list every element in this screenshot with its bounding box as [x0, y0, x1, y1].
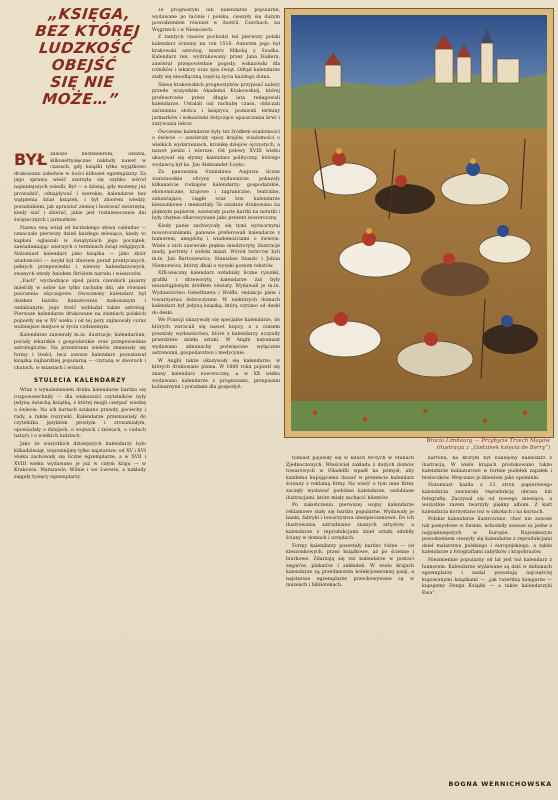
article-column-1 — [14, 152, 146, 792]
section-subheading: STULECIA KALENDARZY — [33, 377, 127, 384]
paragraph: Za panowania Stanisława Augusta liczne warszawskie oficyny wydawnicze pokazały kilkanaście rodzajów kalendarzy: gospodarskie, ekonomiczne, krajowe i zagraniczne, teatralne, zabawiające, ciągłe oraz tzw. kalendarze kieszonkowe i memoriały. Te ostatnie drukowano na pięknym papierze, zawierały puste kartki na notatki i były chętnie ofiarowywane jako prezent noworoczny. — [152, 170, 280, 222]
lead-text: zawsze bestsellerem, ostatni, kilkusettysięczne nakłady nawet w czasach, gdy książki tylko wyjątkowo drukowano zaledwie w ilości kilkuset egzemplarzy. Za jego sprawą wieść szerzyła się szybko wśród najmniejszych osiedli. Był — a dzisiaj, gdy możemy już prowadzić, odnajdywać i szerokie, kalendarze bez wątpienia dział książek, i był zbiorem wiedzy, poradnikiem, jak uprawiać ziemię i hodować zwierzęta, kiedy siać i zbierać, jakie jest rozmieszczenie dni świątecznych i jarmarków. — [14, 152, 146, 223]
headline-line: BEZ KTÓREJ — [34, 22, 142, 40]
headline — [5, 6, 166, 108]
article-column-2 — [152, 8, 280, 788]
paragraph: Z tamtych czasów pochodzi też pierwszy polski kalendarz ścienny na rok 1516. Autorem jego był krakowski astrolog, mistrz Mikołaj z Szadka. Kalendarz ten, wydrukowany przez Jana Hallera, zawierał przepowiednie pogody, wskazówki dla rolników i lekarzy oraz spis świąt. Odtąd kalendarze stały się nieodłączną częścią życia każdego domu. — [152, 35, 280, 80]
paragraph: Jako że wszystkich dzisiejszych kalendarzy było kilkadziesiąt, wspomnijmy tylko najstarsze: od XV i XVI wieku zachowały się liczne egzemplarze, a w XVII i XVIII wieku wydawano je już w całym kraju — w Krakowie, Warszawie, Wilnie i we Lwowie, a nakłady sięgały tysięcy egzemplarzy. — [14, 441, 146, 480]
paragraph: Te prognostyki lub kalendarze popularne, wydawane po łacinie i polsku, cieszyły się dużym powodzeniem również w Austrii, Czechach, na Węgrzech i w Niemczech. — [152, 8, 280, 33]
caption-line: (ilustracja z „Godzinek księcia de Berry”) — [436, 445, 550, 451]
paragraph: tomiast pojawiły się w latach 80-tych w Stanach Zjednoczonych. Właściciel zakładu z dużych domów towarowych w Filadelfii wpadł na pomysł, aby każdemu kupującemu dawać w prezencie kalendarz ścienny z reklamą firmy. Na wieść o tym inne firmy zaczęły wydawać podobne kalendarze, ozdabiane ilustracjami, które miały zachęcić klientów. — [286, 456, 414, 501]
headline-line: SIĘ NIE — [49, 73, 116, 91]
image-caption — [290, 438, 550, 452]
foreground-meadow — [291, 401, 547, 431]
paragraph: Ówczesne kalendarze były też źródłem wiadomości o świecie — zawierały opisy krajów, wiadomości o wielkich wydarzeniach, kronikę dziejów ojczystych, a nawet pieśni i wiersze. Od połowy XVIII wieku ukazywał się słynny kalendarz polityczny, którego wydawcą był ks. Jan Aleksander Łoyko. — [152, 129, 280, 168]
miniature-painting — [285, 9, 553, 437]
paragraph: Natomiast każda z 12 stron papierowego kalendarza zawierała reprodukcję obrazu lub fotografię. Zaczynał się od nowego miesiąca, a wszystkie razem tworzyły piękny album. Z kart kalendarza korzystano też w szkołach i na kursach. — [422, 483, 552, 515]
author-signature: BOGNA WERNICHOWSKA — [448, 780, 552, 788]
headline-line: OBEJŚĆ — [50, 56, 118, 74]
caption-line: Bracia Limbourg — Przybycie Trzech Magów — [426, 438, 550, 444]
paragraph: XIX-wieczny kalendarz ozdabiały liczne rysunki, grafiki i drzeworyty, kalendarze zaś były niezastąpionym źródłem oświaty. Wydawali je m.in. Wydawnictwo Gebethnera i Wolffa, redakcje pism i towarzystwa dobroczynne. W niektórych domach kalendarz był jedyną książką, którą czytano od deski do deski. — [152, 271, 280, 316]
paragraph: Sławę krakowskich prognostyków przypisać należy przede wszystkim Akademii Krakowskiej, której profesorowie przez długie lata redagowali kalendarze. Ustalali oni rachubę czasu, obliczali zaćmienia słońca i księżyca, podawali terminy jarmarków i wskazówki dotyczące upuszczania krwi i zażywania leków. — [152, 82, 280, 128]
headline-line: MOŻE…” — [41, 90, 120, 108]
paragraph: Po zakończeniu pierwszej wojny kalendarze reklamowe stały się bardzo popularne. Wydawały je banki, fabryki i towarzystwa ubezpieczeniowe. Do ich ilustrowania zatrudniano znanych artystów, a kalendarze z reprodukcjami dzieł sztuki zdobiły ściany w domach i urzędach. — [286, 503, 414, 542]
paragraph: Kiedy panie zachwycały się tymi wytwornymi noworocznikami, panowie preferowali kalendarze z humorem, anegdotą i wiadomościami o świecie. Wiele z nich zawierało piękne miedzioryty, ilustracje mody, portrety i widoki miast. Wśród twórców byli m.in. Jan Bartoszewicz, Stanisław Staszic i Julian Niemcewicz, którzy dbali o wysoki poziom tekstów. — [152, 224, 280, 269]
drop-cap: BYŁ — [14, 152, 48, 169]
paragraph: Niezmiennie popularny od lat jest też kalendarz z humorem. Kalendarze wydawane są dziś w milionach egzemplarzy i nadal pozostają najczęściej kupowanymi książkami — „jak twierdzą księgarze — kupujemy Donga Książki — a także kalendarzyki Ewa”. — [422, 557, 552, 596]
headline-line: LUDZKOŚĆ — [38, 39, 134, 57]
paragraph: Formy kalendarzy pozostały bardzo różne — od kieszonkowych, przez książkowe, aż po ścienne i biurkowe. Zdarzają się też kalendarze w postaci zegarów, plakatów i zakładek. W wielu krajach kalendarze są przedmiotem kolekcjonerskiej pasji, a najstarsze egzemplarze przechowywane są w muzeach i bibliotekach. — [286, 543, 414, 589]
lead-paragraph — [14, 152, 146, 225]
article-column-4 — [422, 456, 552, 774]
headline-line: „KSIĘGA, — [47, 5, 132, 23]
illumination-image — [284, 8, 554, 438]
paragraph: Polskie kalendarze ilustrowane, choć nie zawsze tak pomysłowe w formie, uchodziły zawsze za jedne z najpiękniejszych w Europie. Największym powodzeniem cieszyły się kalendarze z reprodukcjami dzieł malarstwa polskiego i europejskiego, a także kalendarze z fotografiami zabytków i krajobrazów. — [422, 517, 552, 556]
article-column-3 — [286, 456, 414, 790]
paragraph: Nazwa swą wziął od łacińskiego słowa calendae — oznaczało pierwszy dzień każdego miesiąca, kiedy to kapłani ogłaszali w świątyniach jego początek, zawiadamiając wiernych o terminach świąt religijnych. Natomiast kalendarz jako książka — jako zbiór wiadomości — zwykł był zbiorem porad praktycznych, pełnych przepowiedni i wierszy kalendarzowych, zwanych wtedy Aniołem Stróżem narodu i wieszczów. — [14, 225, 146, 277]
paragraph: Wraz z wynalezieniem druku kalendarze bardzo się rozpowszechniły — dla większości czytelników były jedyną świecką książką, z której mogli czerpać wiedzę o świecie. Na ich kartach szukano prawdy, pociechy i rady, a także rozrywki. Kalendarze przemawiały do czytelnika językiem prostym i zrozumiałym, opowiadały o dziejach, o wojnach i żniwach, o cudach natury i o wielkich ludziach. — [14, 388, 146, 440]
paragraph: kartonu, na którym był naklejony kalendarz z ilustracją. W wielu krajach produkowano także kalendarze miniaturowe w formie pudełek zapałek i breloczków. Wręczano je klientom jako upominki. — [422, 456, 552, 481]
paragraph: W Anglii także ukazywały się kalendarze, w których drukowano pisma. W 1880 roku pojawił się znany kalendarz noworoczny, a w XX wieku wydawano kalendarze z prognozami, przepisami kulinarnymi i poradami dla gospodyń. — [152, 358, 280, 391]
paragraph: „Fasti” wychodzące spod pióra czerskich pisarzy mieściły w sobie nie tylko rachubę dni, ale również pouczenia obyczajowe. Owoczesny kalendarz był dziełem bardzo kunsztownie malowanym i ozdabianym; jego treść wykładał także astrolog. Pierwsze kalendarze drukowane na ziemiach polskich pojawiły się w XV wieku i od tej pory zajmowały coraz ważniejsze miejsce w życiu codziennym. — [14, 279, 146, 331]
paragraph: We Francji ukazywały się specjalne kalendarze, do których zwracali się nawet kupcy, a z czasem powstały wydawnictwa, które z kalendarzy uczyniły prawdziwe dzieła sztuki. W Anglii natomiast wydawano almanachy poświęcone wyłącznie astronomii, gospodarstwu i medycynie. — [152, 318, 280, 357]
paragraph: Kalendarze zawierały m.in. ilustracje, kalendarium, porady lekarskie i gospodarskie oraz przepowiednie astrologiczne. Na przestrzeni wieków zmieniały się formy i treści, lecz zawsze kalendarz pozostawał książką najbardziej popularną — czytaną w dworach i chatach, w miastach i wsiach. — [14, 333, 146, 371]
